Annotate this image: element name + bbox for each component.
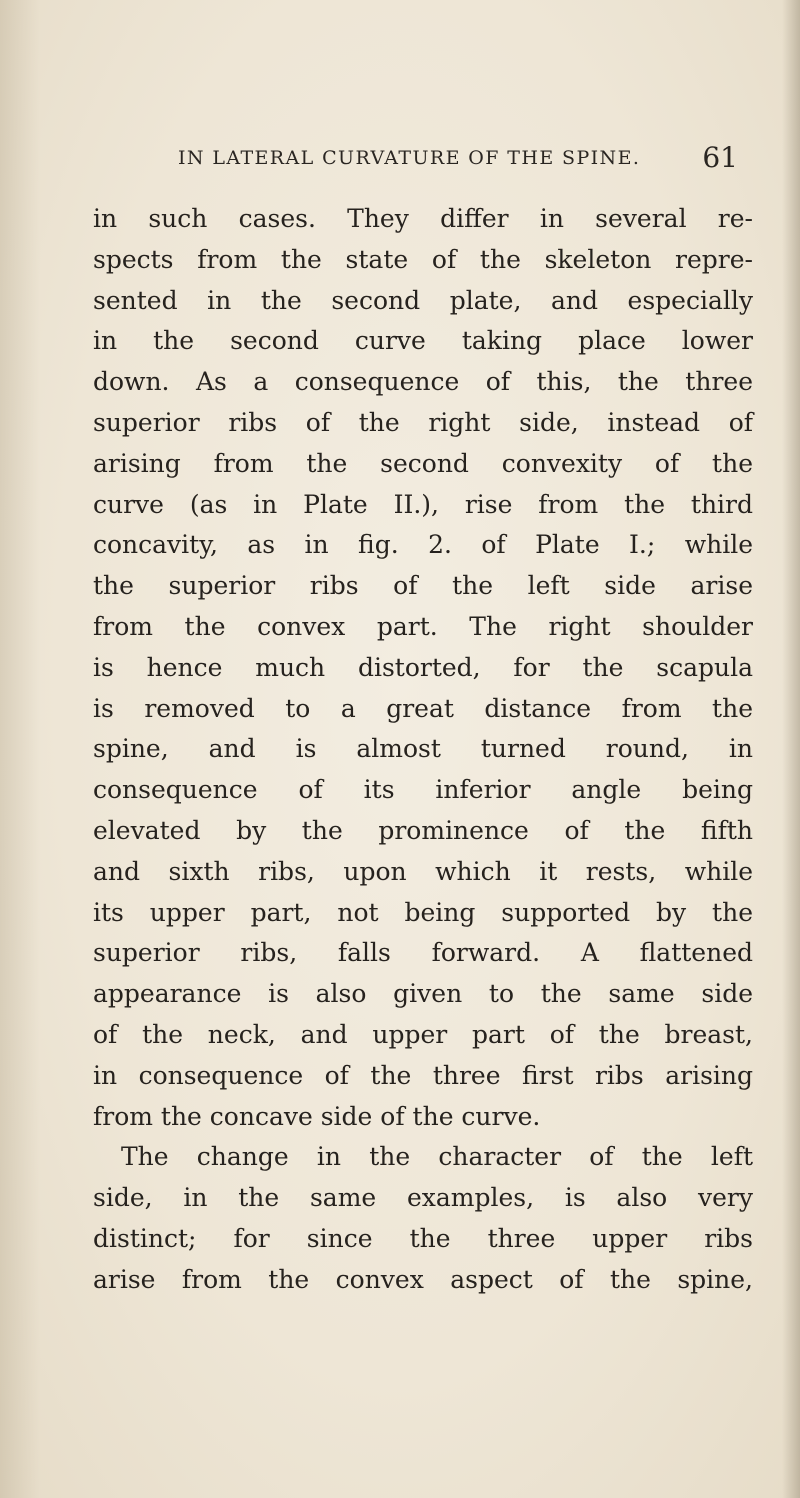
text-line-paragraph-start: The change in the character of the left [121,1142,753,1172]
page-edge-shadow-left [0,0,40,1498]
page-number: 61 [702,141,738,174]
text-line: curve (as in Plate II.), rise from the third [93,489,753,519]
text-line: down. As a consequence of this, the three [93,367,753,397]
text-line: concavity, as in fig. 2. of Plate I.; while [93,530,753,560]
text-line: arise from the convex aspect of the spine, [93,1264,753,1294]
text-line: spects from the state of the skeleton repre- [93,244,753,274]
text-line: sented in the second plate, and especially [93,285,753,315]
text-line: appearance is also given to the same side [93,979,753,1009]
running-head: IN LATERAL CURVATURE OF THE SPINE. [178,147,641,169]
text-line: in the second curve taking place lower [93,326,753,356]
text-line-paragraph-end: from the concave side of the curve. [93,1101,541,1131]
text-line: spine, and is almost turned round, in [93,734,753,764]
text-line: in consequence of the three first ribs arising [93,1060,753,1090]
text-line: is hence much distorted, for the scapula [93,652,753,682]
text-line: and sixth ribs, upon which it rests, while [93,856,753,886]
text-line: superior ribs, falls forward. A flattened [93,938,753,968]
text-line: elevated by the prominence of the fifth [93,815,753,845]
text-line: in such cases. They differ in several re- [93,204,753,233]
body-text [93,199,753,1301]
text-line: arising from the second convexity of the [93,448,753,478]
text-line: from the convex part. The right shoulder [93,611,753,641]
text-line: superior ribs of the right side, instead of [93,407,753,437]
page-header [178,143,738,177]
text-line: side, in the same examples, is also very [93,1183,753,1213]
text-line: consequence of its inferior angle being [93,775,753,805]
text-line: of the neck, and upper part of the breast, [93,1019,753,1049]
text-line: distinct; for since the three upper ribs [93,1223,753,1253]
page-edge-shadow-right [782,0,800,1498]
text-line: the superior ribs of the left side arise [93,571,753,601]
text-line: its upper part, not being supported by the [93,897,753,927]
text-line: is removed to a great distance from the [93,693,753,723]
